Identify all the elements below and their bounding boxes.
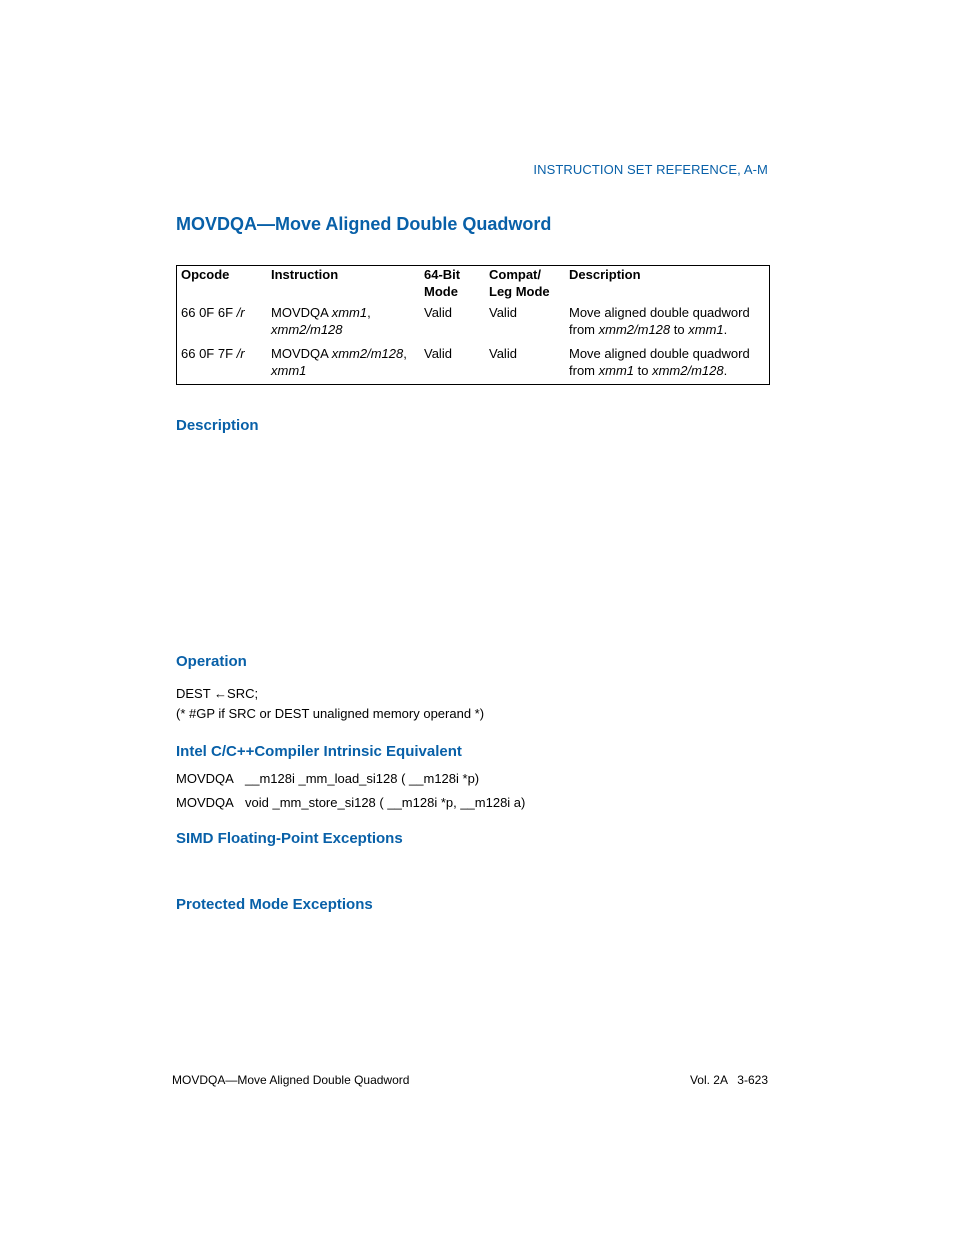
opcode-table — [176, 265, 770, 385]
col-header-64bit-line1: 64-Bit — [424, 267, 461, 282]
col-header-64bit-line2: Mode — [424, 284, 458, 299]
intrinsic-signature: void _mm_store_si128 ( __m128i *p, __m128i a) — [245, 795, 526, 810]
table-row-2-64bit: Valid — [424, 346, 452, 361]
col-header-compat-line2: Leg Mode — [489, 284, 550, 299]
section-heading-description: Description — [176, 417, 259, 434]
operation-line-1: DEST ←SRC; — [176, 686, 259, 701]
running-header: INSTRUCTION SET REFERENCE, A-M — [533, 162, 768, 177]
table-row-2-description: Move aligned double quadword from xmm1 to xmm2/m128. — [569, 346, 750, 378]
col-header-compat-mode — [489, 266, 550, 300]
intrinsic-row-1 — [176, 771, 479, 786]
col-header-compat-line1: Compat/ — [489, 267, 541, 282]
footer-right: Vol. 2A 3-623 — [689, 1073, 768, 1087]
intrinsic-row-2 — [176, 795, 525, 810]
operation-pseudocode — [176, 684, 484, 724]
page-title: MOVDQA—Move Aligned Double Quadword — [176, 214, 552, 234]
intrinsic-name: MOVDQA — [176, 795, 234, 810]
operation-line-2: (* #GP if SRC or DEST unaligned memory operand *) — [176, 706, 485, 721]
col-header-opcode: Opcode — [181, 267, 230, 282]
section-heading-intrinsic: Intel C/C++Compiler Intrinsic Equivalent — [176, 743, 462, 760]
table-row-2-compat: Valid — [489, 346, 517, 361]
table-row-1-opcode: 66 0F 6F /r — [181, 305, 245, 320]
table-row-1-instruction: MOVDQA xmm1, xmm2/m128 — [271, 305, 371, 337]
intrinsic-signature: __m128i _mm_load_si128 ( __m128i *p) — [245, 771, 480, 786]
table-row-2-instruction: MOVDQA xmm2/m128, xmm1 — [271, 346, 407, 378]
section-heading-protected-mode-exceptions: Protected Mode Exceptions — [176, 896, 373, 913]
section-heading-operation: Operation — [176, 653, 247, 670]
col-header-64bit-mode — [424, 266, 460, 300]
intrinsic-name: MOVDQA — [176, 771, 234, 786]
section-heading-simd-fp-exceptions: SIMD Floating-Point Exceptions — [176, 830, 403, 847]
table-row-1-64bit: Valid — [424, 305, 452, 320]
table-row-1-description: Move aligned double quadword from xmm2/m128 to xmm1. — [569, 305, 750, 337]
col-header-instruction: Instruction — [271, 267, 339, 282]
footer-left: MOVDQA—Move Aligned Double Quadword — [172, 1073, 410, 1087]
table-row-2-opcode: 66 0F 7F /r — [181, 346, 245, 361]
col-header-description: Description — [569, 267, 641, 282]
table-row-1-compat: Valid — [489, 305, 517, 320]
